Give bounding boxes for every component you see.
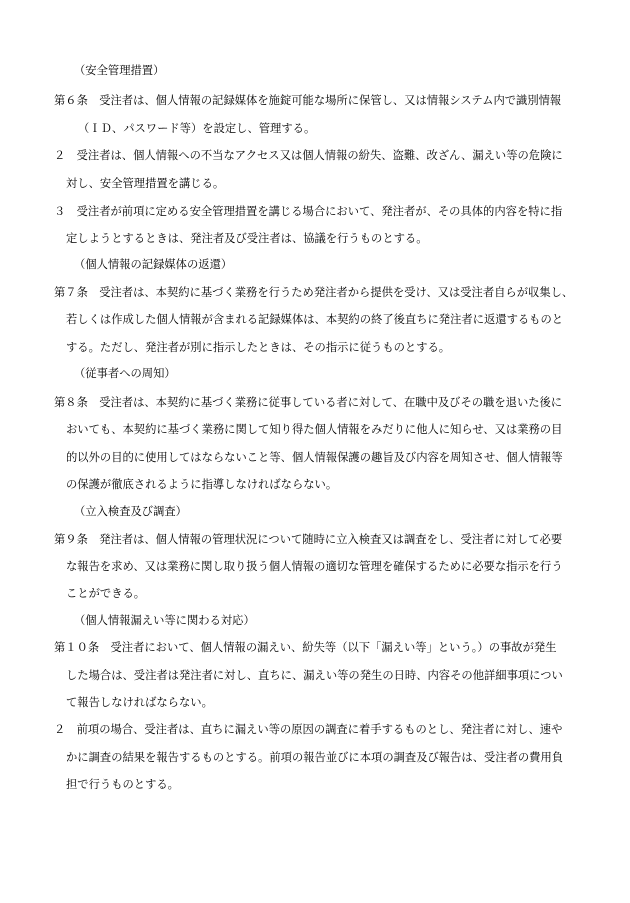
article-6-para-2-line-1: ２ 受注者は、個人情報への不当なアクセス又は個人情報の紛失、盗難、改ざん、漏えい等の危険に [54, 149, 563, 162]
article-7-line-2: 若しくは作成した個人情報が含まれる記録媒体は、本契約の終了後直ちに発注者に返還するものと [66, 313, 564, 326]
article-6-para-3-line-1: ３ 受注者が前項に定める安全管理措置を講じる場合において、発注者が、その具体的内容を特に指 [54, 205, 563, 218]
article-7-line-3: する。ただし、発注者が別に指示したときは、その指示に従うものとする。 [66, 341, 451, 354]
article-6-line-1: 第６条 受注者は、個人情報の記録媒体を施錠可能な場所に保管し、又は情報システム内で識別情報 [54, 94, 562, 107]
article-8-line-3: 的以外の目的に使用してはならないこと等、個人情報保護の趣旨及び内容を周知させ、個人情報等 [66, 451, 563, 464]
heading-staff-notice: （従事者への周知） [74, 367, 176, 380]
article-10-line-1: 第１０条 受注者において、個人情報の漏えい、紛失等（以下「漏えい等」という。）の事故が発生 [54, 641, 557, 654]
heading-leak-response: （個人情報漏えい等に関わる対応） [74, 614, 255, 627]
heading-safety-measures: （安全管理措置） [74, 64, 165, 77]
article-10-para-2-line-2: かに調査の結果を報告するものとする。前項の報告並びに本項の調査及び報告は、受注者の費用負 [66, 751, 564, 764]
article-10-line-2: した場合は、受注者は発注者に対し、直ちに、漏えい等の発生の日時、内容その他詳細事項につい [66, 669, 563, 682]
article-7-line-1: 第７条 受注者は、本契約に基づく業務を行うため発注者から提供を受け、又は受注者自らが収集し、 [54, 286, 574, 299]
article-8-line-1: 第８条 受注者は、本契約に基づく業務に従事している者に対して、在職中及びその職を退いた後に [54, 396, 563, 409]
article-8-line-4: の保護が徹底されるように指導しなければならない。 [66, 478, 338, 491]
heading-media-return: （個人情報の記録媒体の返還） [74, 258, 233, 271]
article-6-line-2: （ＩＤ、パスワード等）を設定し、管理する。 [78, 122, 316, 135]
article-8-line-2: おいても、本契約に基づく業務に関して知り得た個人情報をみだりに他人に知らせ、又は業務の目 [66, 423, 563, 436]
article-9-line-1: 第９条 発注者は、個人情報の管理状況について随時に立入検査又は調査をし、受注者に対して必要 [54, 533, 563, 546]
heading-inspection: （立入検査及び調査） [74, 505, 187, 518]
article-6-para-3-line-2: 定しようとするときは、発注者及び受注者は、協議を行うものとする。 [66, 232, 428, 245]
article-10-para-2-line-3: 担で行うものとする。 [66, 778, 179, 791]
article-6-para-2-line-2: 対し、安全管理措置を講じる。 [66, 177, 225, 190]
article-10-para-2-line-1: ２ 前項の場合、受注者は、直ちに漏えい等の原因の調査に着手するものとし、発注者に対し、速や [54, 723, 563, 736]
article-10-line-3: て報告しなければならない。 [66, 696, 213, 709]
article-9-line-3: ことができる。 [66, 587, 146, 600]
article-9-line-2: な報告を求め、又は業務に関し取り扱う個人情報の適切な管理を確保するために必要な指示を行う [66, 560, 563, 573]
